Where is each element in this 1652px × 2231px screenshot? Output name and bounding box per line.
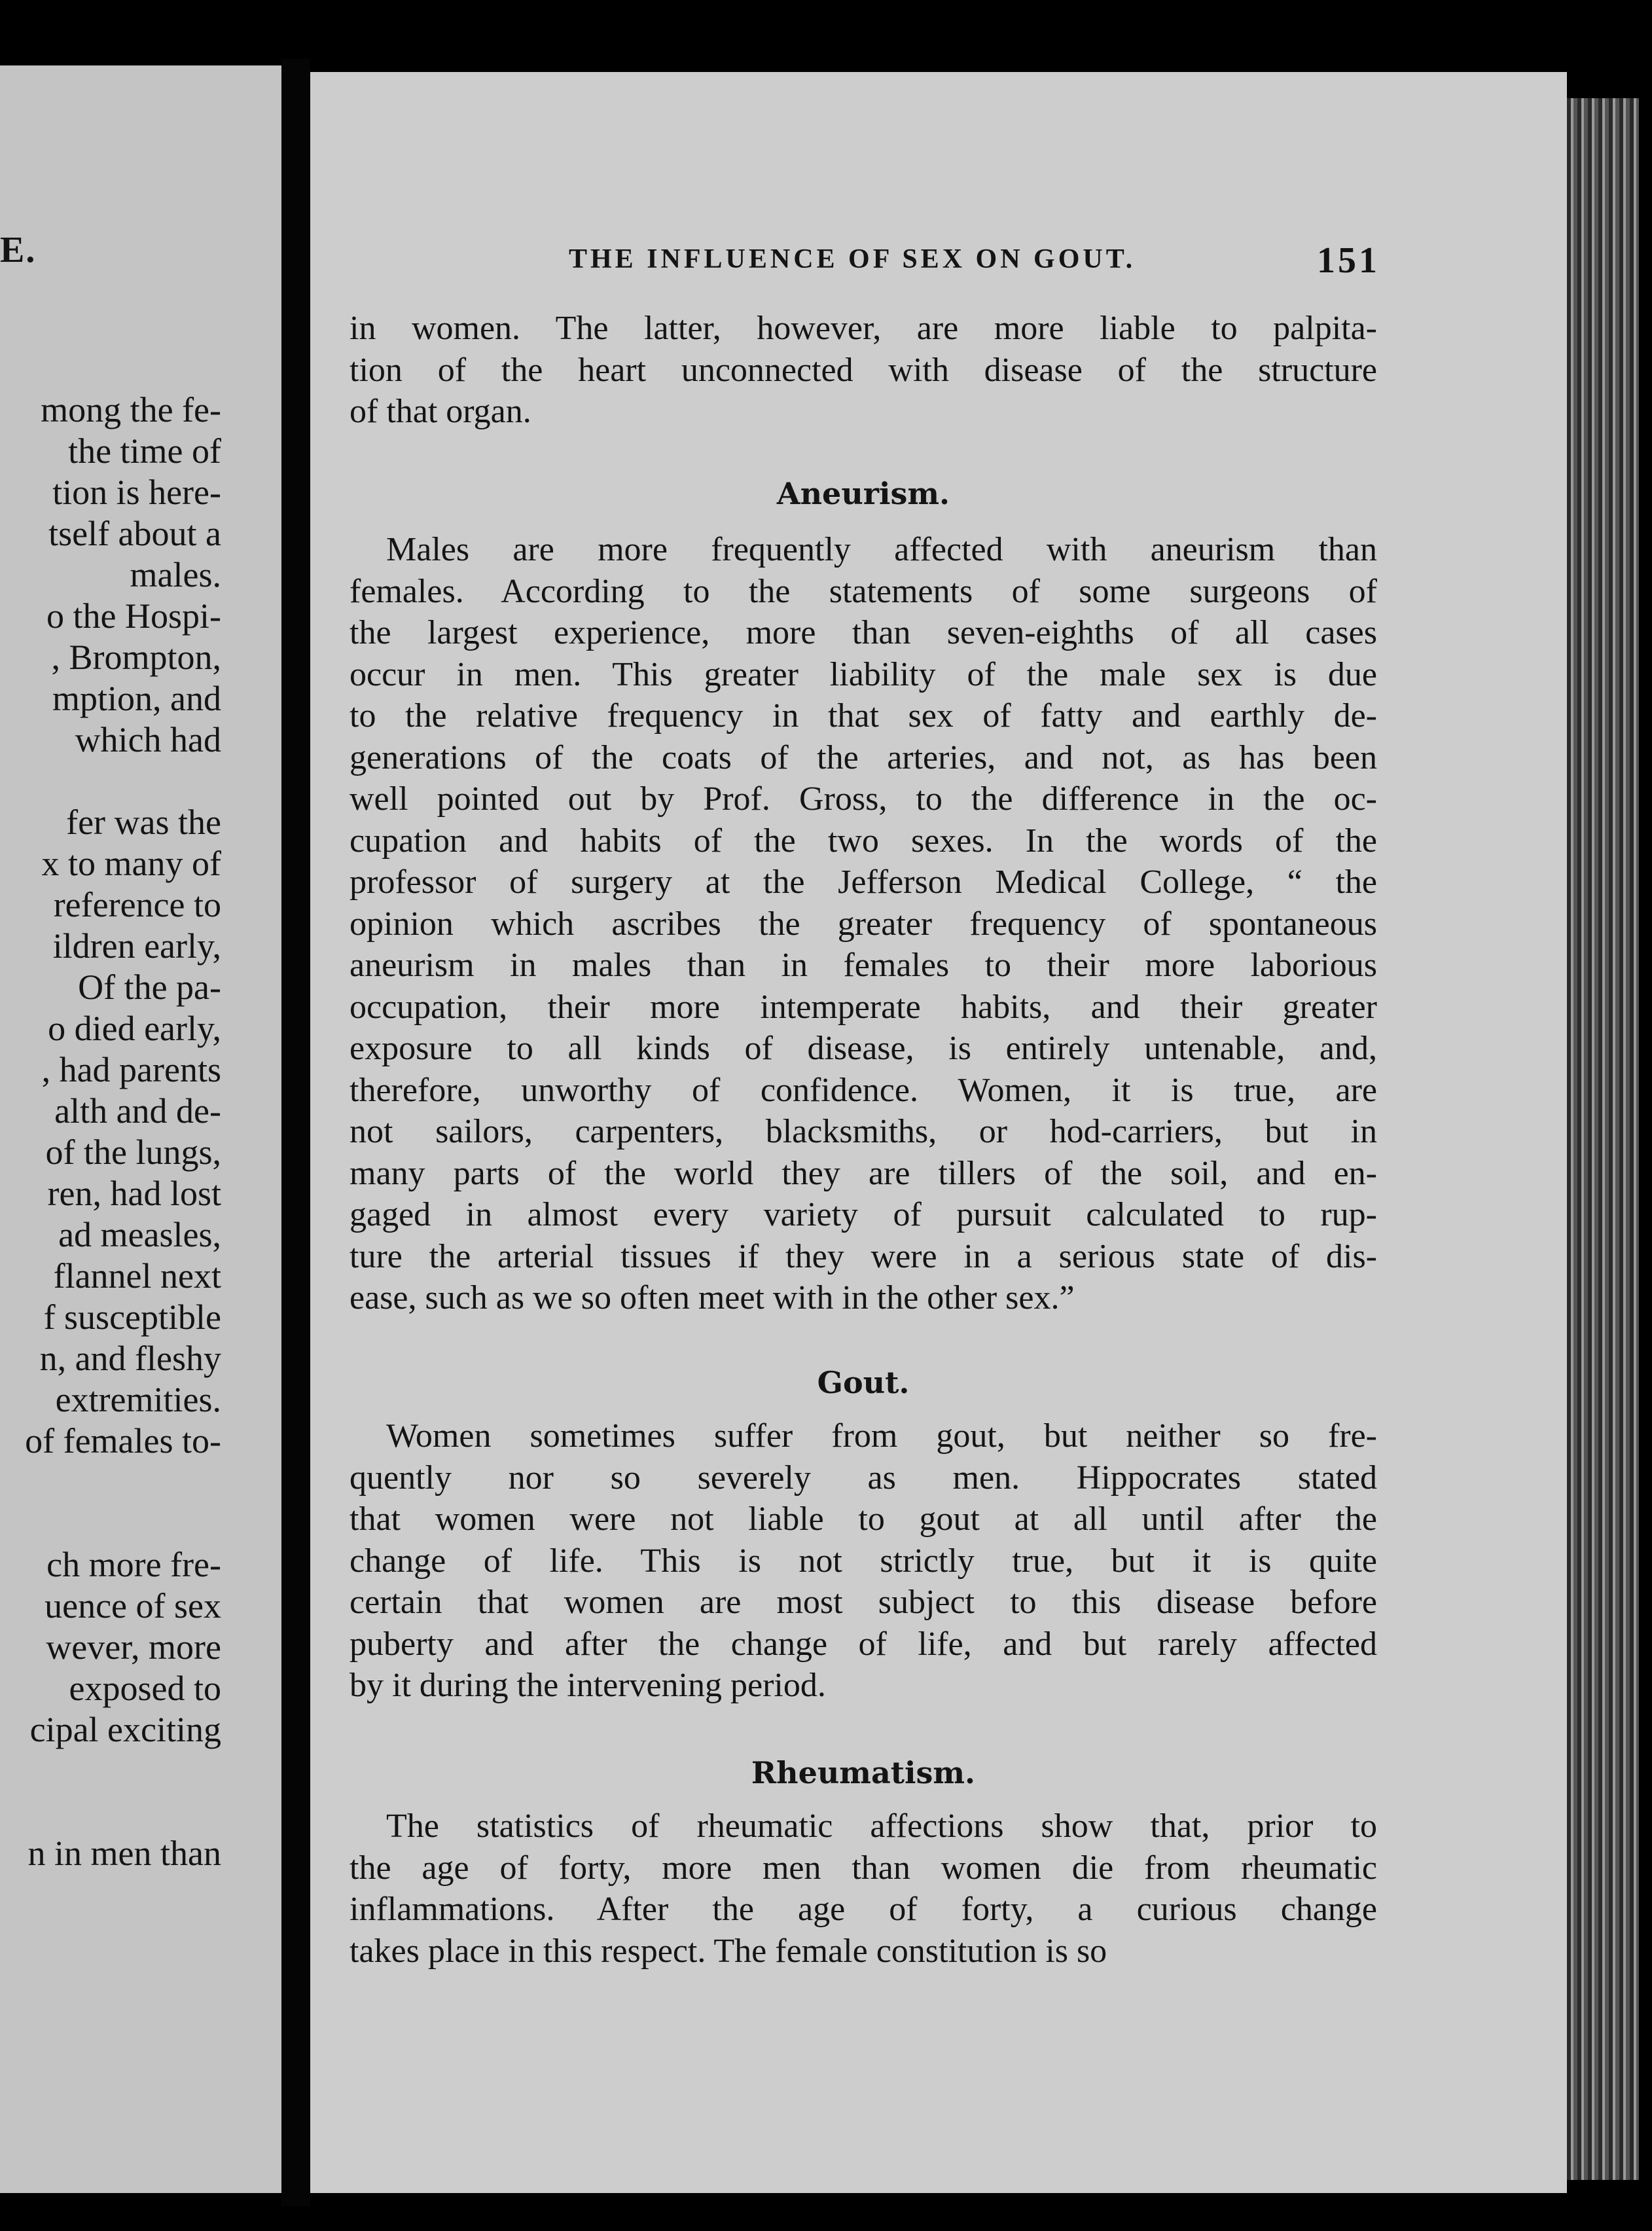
text-line: by it during the intervening period.: [350, 1667, 826, 1704]
text-line: the age of forty, more men than women die from rheumatic: [350, 1849, 1377, 1887]
text-line: takes place in this respect. The female constitution is so: [350, 1932, 1107, 1970]
left-page-line: [0, 1503, 221, 1544]
left-page-line: of the lungs,: [45, 1133, 221, 1172]
text-line: certain that women are most subject to this disease before: [350, 1584, 1377, 1621]
text-line: quently nor so severely as men. Hippocrates stated: [350, 1459, 1377, 1496]
text-line: ture the arterial tissues if they were in a serious state of dis-: [350, 1237, 1377, 1275]
page-number: 151: [1317, 240, 1380, 281]
left-page-text: [0, 390, 221, 1874]
book-page: [310, 72, 1567, 2193]
text-line: generations of the coats of the arteries, and not, as has been: [350, 738, 1377, 776]
running-head: THE INFLUENCE OF SEX ON GOUT.: [569, 244, 1136, 274]
text-line: change of life. This is not strictly true, but it is quite: [350, 1542, 1377, 1580]
text-line: cupation and habits of the two sexes. In the words of the: [350, 822, 1377, 860]
left-page-line: ad measles,: [58, 1215, 221, 1254]
section-heading-gout: Gout.: [817, 1364, 910, 1400]
left-page-line: alth and de-: [54, 1091, 221, 1131]
text-line: puberty and after the change of life, and but rarely affected: [350, 1625, 1377, 1663]
text-line: Women sometimes suffer from gout, but neither so fre-: [386, 1417, 1377, 1455]
text-line: inflammations. After the age of forty, a curious change: [350, 1891, 1377, 1928]
left-page-line: , Brompton,: [51, 638, 221, 677]
text-line: ease, such as we so often meet with in the other sex.”: [350, 1279, 1075, 1316]
section-heading-aneurism: Aneurism.: [776, 475, 950, 511]
text-line: opinion which ascribes the greater frequency of spontaneous: [350, 905, 1377, 943]
text-line: to the relative frequency in that sex of fatty and earthly de-: [350, 697, 1377, 735]
left-page-line: [0, 1462, 221, 1503]
left-page-line: [0, 1750, 221, 1792]
text-line: occur in men. This greater liability of the male sex is due: [350, 655, 1377, 693]
aneurism-paragraph: [350, 529, 1377, 1319]
left-page-line: of females to-: [25, 1421, 221, 1460]
text-line: not sailors, carpenters, blacksmiths, or hod-carriers, but in: [350, 1113, 1377, 1150]
text-line: the largest experience, more than seven-eighths of all cases: [350, 614, 1377, 651]
text-line: aneurism in males than in females to their more laborious: [350, 947, 1377, 984]
left-page-line: f susceptible: [43, 1297, 221, 1337]
text-line: tion of the heart unconnected with disease of the structure: [350, 351, 1377, 389]
left-page-line: extremities.: [55, 1380, 221, 1419]
left-page-line: ch more fre-: [46, 1545, 221, 1584]
text-line: occupation, their more intemperate habits, and their greater: [350, 988, 1377, 1026]
book-gutter: [281, 59, 310, 2206]
text-line: professor of surgery at the Jefferson Medical College, “ the: [350, 863, 1377, 901]
page-body: [350, 308, 1377, 1972]
left-page-line: flannel next: [53, 1256, 221, 1296]
left-page-line: o died early,: [48, 1009, 221, 1048]
page-edges: [1567, 98, 1639, 2180]
left-page-line: which had: [75, 720, 221, 759]
text-line: well pointed out by Prof. Gross, to the difference in the oc-: [350, 780, 1377, 818]
left-page-line: x to many of: [41, 844, 221, 883]
text-line: in women. The latter, however, are more liable to palpita-: [350, 310, 1377, 347]
left-page-line: wever, more: [46, 1627, 221, 1667]
intro-paragraph: [350, 308, 1377, 433]
left-page-line: mong the fe-: [41, 390, 221, 429]
left-page-line: reference to: [53, 885, 221, 924]
left-page-line: [0, 761, 221, 802]
gout-paragraph: [350, 1415, 1377, 1707]
left-page-line: tion is here-: [52, 473, 221, 512]
left-page-line: Of the pa-: [78, 968, 221, 1007]
left-page-line: , had parents: [41, 1050, 221, 1089]
left-page-line: ildren early,: [52, 926, 221, 966]
left-page-fragment-letter: E.: [0, 230, 37, 270]
left-page-line: exposed to: [69, 1669, 221, 1708]
left-facing-page: [0, 65, 281, 2193]
left-page-line: males.: [130, 555, 221, 594]
section-heading-rheumatism: Rheumatism.: [751, 1754, 976, 1790]
left-page-line: ren, had lost: [47, 1174, 221, 1213]
left-page-line: fer was the: [66, 803, 221, 842]
rheumatism-paragraph: [350, 1805, 1377, 1972]
left-page-line: mption, and: [52, 679, 221, 718]
text-line: that women were not liable to gout at all until after the: [350, 1500, 1377, 1538]
text-line: Males are more frequently affected with aneurism than: [386, 531, 1377, 568]
left-page-line: o the Hospi-: [46, 596, 221, 636]
left-page-line: the time of: [68, 431, 221, 471]
left-page-line: n, and fleshy: [39, 1339, 221, 1378]
text-line: therefore, unworthy of confidence. Women, it is true, are: [350, 1071, 1377, 1109]
text-line: many parts of the world they are tillers of the soil, and en-: [350, 1154, 1377, 1192]
text-line: of that organ.: [350, 393, 531, 430]
text-line: exposure to all kinds of disease, is entirely untenable, and,: [350, 1030, 1377, 1067]
text-line: females. According to the statements of some surgeons of: [350, 572, 1377, 610]
text-line: The statistics of rheumatic affections show that, prior to: [386, 1807, 1377, 1845]
left-page-line: n in men than: [27, 1834, 221, 1873]
left-page-line: tself about a: [48, 514, 221, 553]
text-line: gaged in almost every variety of pursuit calculated to rup-: [350, 1196, 1377, 1233]
left-page-line: cipal exciting: [29, 1710, 221, 1749]
left-page-line: [0, 1792, 221, 1833]
left-page-line: uence of sex: [45, 1586, 221, 1625]
